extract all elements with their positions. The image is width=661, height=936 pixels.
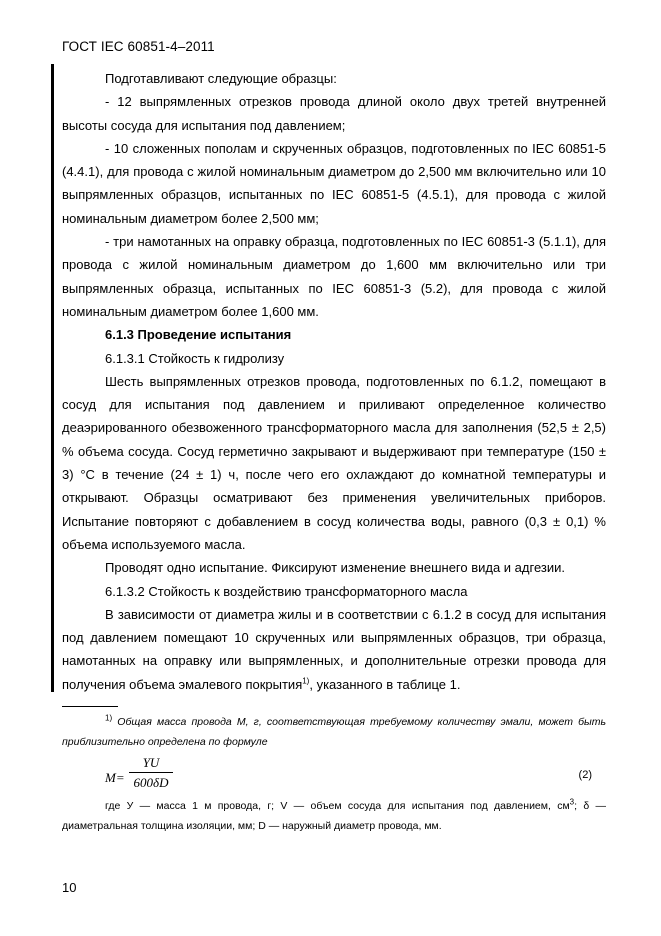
document-header: ГОСТ IEC 60851-4–2011 [62,39,215,54]
list-item: - три намотанных на оправку образца, подготовленных по IEC 60851-3 (5.1.1), для провода с жилой номинальным диаметром до 1,600 мм включительно или три выпрямленных образца, испытанных по IEC 60851-3 (5.2), для провода с жилой номинальным диаметром более 1,600 мм. [62,234,606,319]
list-item: - 10 сложенных пополам и скрученных образцов, подготовленных по IEC 60851-5 (4.4.1), для провода с жилой номинальным диаметром до 2,500 мм включительно или 10 выпрямленных образцов, испытанных по IEC 60851-5 (4.5.1), для провода с жилой номинальным диаметром более 2,500 мм; [62,140,606,226]
body-text [62,67,606,696]
legend-text: где У — масса 1 м провода, г; V — объем сосуда для испытания под давлением, см [105,800,570,812]
section-heading: 6.1.3 Проведение испытания [105,327,292,343]
page-number: 10 [62,880,77,895]
paragraph: Шесть выпрямленных отрезков провода, подготовленных по 6.1.2, помещают в сосуд для испытания под давлением и приливают определенное количество деаэрированного обезвоженного трансформаторного масла для заполнения (52,5 ± 2,5) % объема сосуда. Сосуд герметично закрывают и выдерживают при температуре (150 ± 3) °С в течение (24 ± 1) ч, после чего его охлаждают до комнатной температуры и открывают. Образцы осматривают без применения увеличительных приборов. Испытание повторяют с добавлением в сосуд количества воды, равного (0,3 ± 0,1) % объема используемого масла. [62,373,606,552]
formula-numerator: YU [142,755,160,770]
legend-text-end: ; δ — диаметральная толщина изоляции, мм; D — наружный диаметр провода, мм. [62,800,606,832]
formula-denominator: 600δD [133,775,169,790]
formula-legend [62,796,606,836]
paragraph: Подготавливают следующие образцы: [105,71,337,86]
subsection-heading: 6.1.3.2 Стойкость к воздействию трансформаторного масла [105,583,468,599]
paragraph [62,603,606,696]
equation-number: (2) [578,769,592,781]
paragraph: Проводят одно испытание. Фиксируют изменение внешнего вида и адгезии. [105,560,565,576]
footnote-reference[interactable]: 1) [302,676,310,686]
paragraph-text-end: , указанного в таблице 1. [309,676,461,692]
footnote-text [62,712,606,752]
footnote-separator [62,706,118,707]
legend-superscript: 3 [569,797,575,807]
paragraph-text: В зависимости от диаметра жилы и в соответствии с 6.1.2 в сосуд для испытания под давлением помещают 10 скрученных или выпрямленных образцов, три образца, намотанных на оправку или выпрямленных, и дополнительные отрезки провода для получения объема эмалевого покрытия [62,606,606,692]
footnote-mark: 1) [105,713,113,723]
list-item: - 12 выпрямленных отрезков провода длиной около двух третей внутренней высоты сосуда для испытания под давлением; [62,94,606,133]
fraction-bar [129,772,173,773]
footnote-body: Общая масса провода M, г, соответствующая требуемому количеству эмали, может быть приблизительно определена по формуле [62,716,607,748]
subsection-heading: 6.1.3.1 Стойкость к гидролизу [105,350,285,366]
formula-row [62,752,606,796]
formula-fraction [129,755,173,790]
formula-lhs: M= [105,770,125,785]
revision-bar [51,64,54,692]
footnote [62,712,606,836]
